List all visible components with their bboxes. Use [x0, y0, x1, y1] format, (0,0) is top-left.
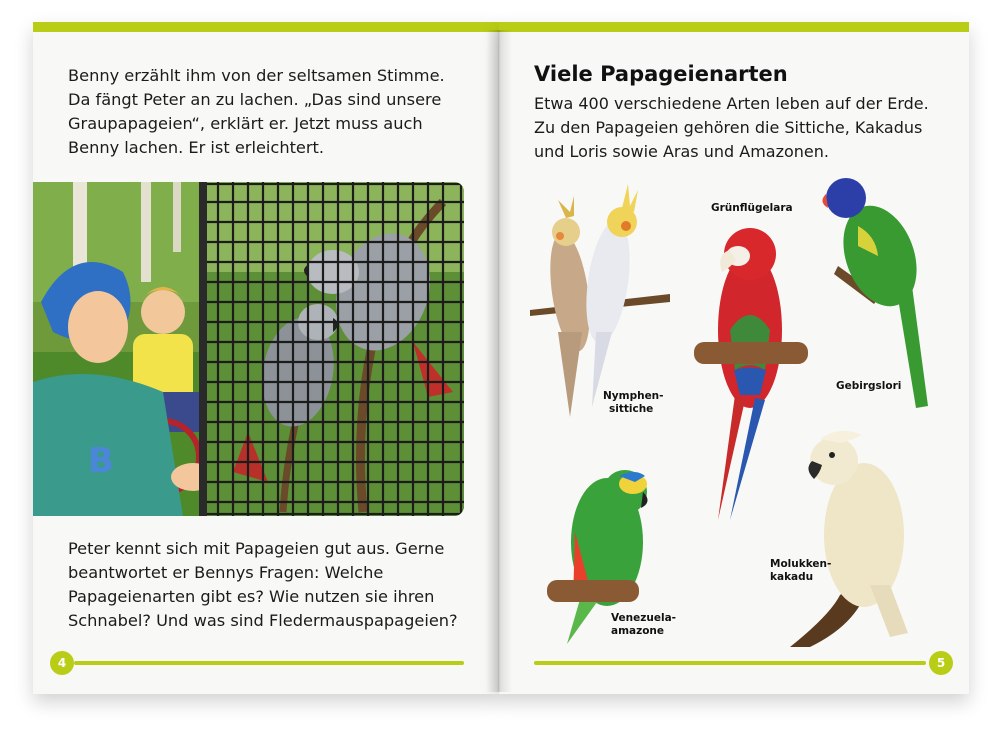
label-molukkenkakadu: [770, 558, 831, 584]
nymphensittiche-picture: [530, 182, 675, 422]
story-paragraph-bottom: Peter kennt sich mit Papageien gut aus. Gerne beantwortet er Bennys Fragen: Welche Papageienarten gibt es? Wie nutzen sie ihren Schnabel? Und was sind Fledermauspapageien?: [68, 539, 458, 630]
label-nymphensittiche-line2: sittiche: [609, 403, 654, 415]
gebirgslori-picture: [818, 176, 942, 412]
label-nymphensittiche: [603, 390, 664, 416]
parrot-cage-illustration: [33, 182, 464, 516]
intro-paragraph: Etwa 400 verschiedene Arten leben auf der Erde. Zu den Papageien gehören die Sittiche, Kakadus und Loris sowie Aras und Amazonen.: [534, 94, 929, 161]
footer-line-left: [74, 661, 464, 665]
label-molukken-line2: kakadu: [770, 571, 814, 583]
page-heading: Viele Papageienarten: [534, 62, 788, 86]
label-gebirgslori: Gebirgslori: [836, 380, 902, 392]
story-paragraph-top: Benny erzählt ihm von der seltsamen Stimme. Da fängt Peter an zu lachen. „Das sind unsere Graupapageien“, erklärt er. Jetzt muss auch Benny lachen. Er ist erleichtert.: [68, 66, 445, 157]
page-number-right: 5: [929, 651, 953, 675]
book-gutter: [486, 30, 512, 692]
illustration-graphic: [33, 182, 464, 516]
svg-text:B: B: [88, 441, 114, 481]
label-nymphensittiche-line1: Nymphen-: [603, 390, 664, 402]
label-molukken-line1: Molukken-: [770, 558, 832, 570]
label-venezuela-line1: Venezuela-: [611, 612, 677, 624]
molukkenkakadu-picture: [790, 425, 915, 647]
label-venezuela-line2: amazone: [611, 625, 665, 637]
footer-line-right: [534, 661, 926, 665]
label-gruenfluegelara: Grünflügelara: [711, 202, 793, 214]
page-number-left: 4: [50, 651, 74, 675]
label-venezuela-amazone: [611, 612, 676, 638]
